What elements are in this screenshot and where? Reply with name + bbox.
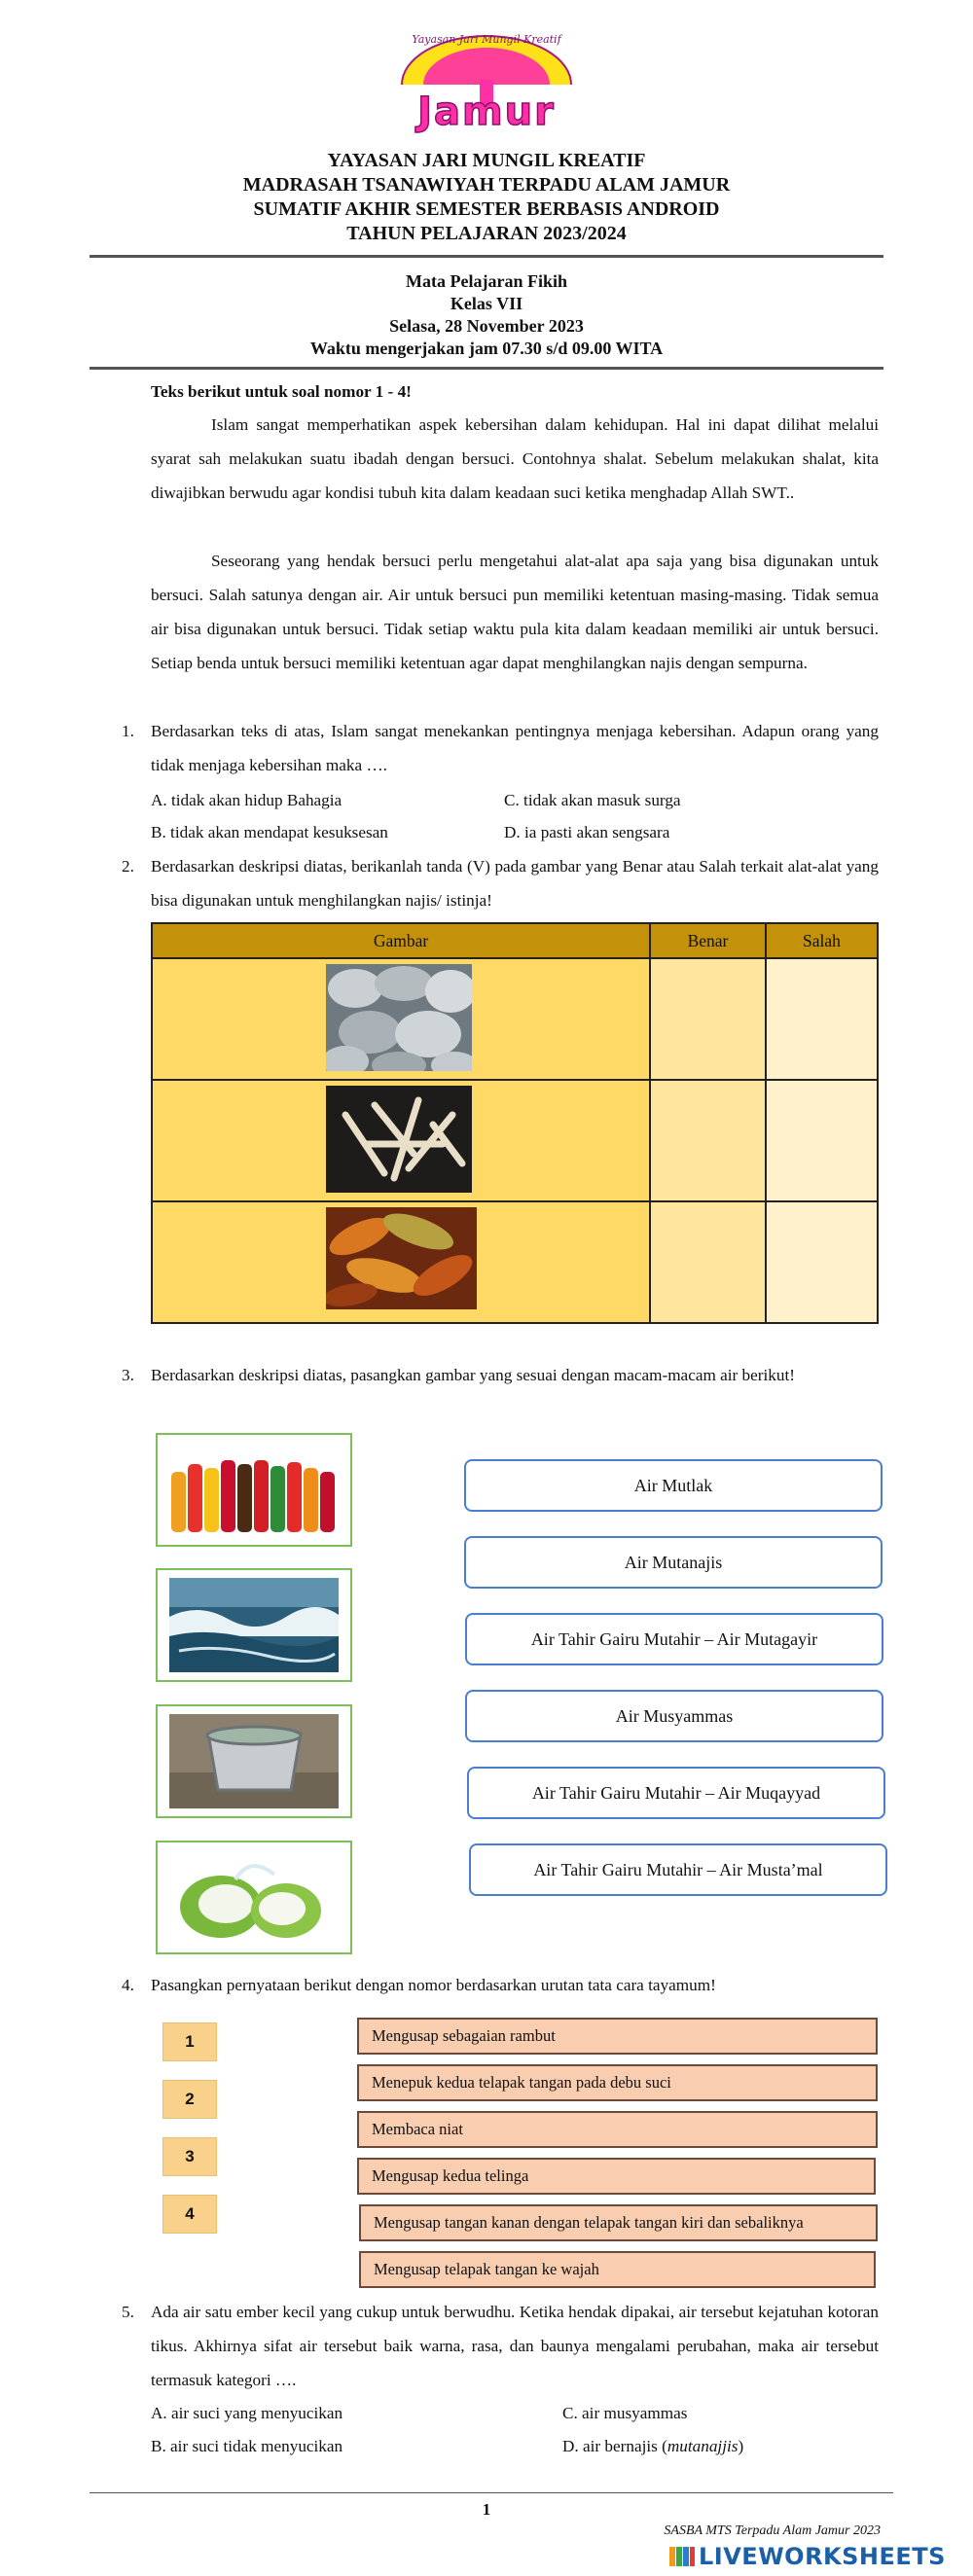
q4-number-box-4[interactable]: 4 [162,2195,217,2234]
academic-year: TAHUN PELAJARAN 2023/2024 [346,223,627,244]
q4-statement-6[interactable]: Mengusap telapak tangan ke wajah [359,2251,876,2288]
q2-row3-benar[interactable] [650,1201,766,1323]
q2-row3-salah[interactable] [766,1201,878,1323]
grade: Kelas VII [450,294,523,313]
exam-date: Selasa, 28 November 2023 [389,316,584,336]
q2-table [151,922,879,1324]
q5-option-d-suffix: ) [738,2437,744,2455]
school-logo [384,31,589,143]
q3-image-4[interactable] [156,1841,352,1954]
soft-drinks-image [167,1443,341,1537]
q1-option-c[interactable]: C. tidak akan masuk surga [504,791,681,809]
q5-option-d-prefix: D. air bernajis ( [562,2437,667,2455]
q3-option-2[interactable]: Air Mutanajis [464,1536,883,1589]
q1-option-b[interactable]: B. tidak akan mendapat kesuksesan [151,823,388,841]
logo-word: Jamur [417,89,556,134]
reading-paragraph-1: Islam sangat memperhatikan aspek kebersihan dalam kehidupan. Hal ini dapat dilihat melalui syarat sah melakukan suatu ibadah dengan bersuci. Contohnya shalat. Sebelum melakukan shalat, kita diwajibkan berwudu agar kondisi tubuh kita dalam keadaan suci ketika menghadap Allah SWT.. [151,415,879,502]
q2-text: Berdasarkan deskripsi diatas, berikanlah tanda (V) pada gambar yang Benar atau Salah terkait alat-alat yang bisa digunakan untuk menghilangkan najis/ istinja! [151,857,879,910]
q4-number-box-2[interactable]: 2 [162,2080,217,2119]
q3-option-5[interactable]: Air Tahir Gairu Mutahir – Air Muqayyad [467,1767,885,1819]
q3-number: 3. [122,1366,134,1384]
header-divider [90,255,883,258]
brand-text: LIVEWORKSHEETS [699,2543,946,2570]
info-divider [90,367,883,370]
q5-option-d-italic: mutanajjis [667,2437,739,2455]
q3-image-2[interactable] [156,1568,352,1682]
liveworksheets-logo-icon [669,2545,695,2568]
stones-image [326,964,472,1071]
q1-option-a[interactable]: A. tidak akan hidup Bahagia [151,791,342,809]
q3-option-6[interactable]: Air Tahir Gairu Mutahir – Air Musta’mal [469,1843,887,1896]
subject: Mata Pelajaran Fikih [406,271,567,291]
reading-paragraph-2: Seseorang yang hendak bersuci perlu mengetahui alat-alat apa saja yang bisa digunakan untuk bersuci. Salah satunya dengan air. Air untuk bersuci pun memiliki ketentuan masing-masing. Tidak semua air bisa digunakan untuk bersuci. Tidak setiap waktu pula kita dalam keadaan memiliki air untuk bersuci. Setiap benda untuk bersuci memiliki ketentuan agar dapat menghilangkan najis dengan sempurna. [151,552,879,672]
q2-row1-salah[interactable] [766,958,878,1080]
q2-row1-benar[interactable] [650,958,766,1080]
col-benar: Benar [650,923,766,958]
leaves-image [326,1207,477,1309]
exam-title: SUMATIF AKHIR SEMESTER BERBASIS ANDROID [253,198,720,220]
col-salah: Salah [766,923,878,958]
sea-waves-image [169,1578,339,1672]
q1-text: Berdasarkan teks di atas, Islam sangat menekankan pentingnya menjaga kebersihan. Adapun orang yang tidak menjaga kebersihan maka …. [151,722,879,774]
q5-option-d[interactable] [562,2437,743,2456]
page-number: 1 [482,2500,491,2519]
q5-option-c[interactable]: C. air musyammas [562,2404,688,2422]
footer-note: SASBA MTS Terpadu Alam Jamur 2023 [664,2523,881,2538]
q5-text: Ada air satu ember kecil yang cukup untuk berwudhu. Ketika hendak dipakai, air tersebut kejatuhan kotoran tikus. Akhirnya sifat air tersebut baik warna, rasa, dan baunya mengalami perubahan, maka air tersebut termasuk kategori …. [151,2303,879,2389]
q4-statement-3[interactable]: Membaca niat [357,2111,878,2148]
q1-option-d[interactable]: D. ia pasti akan sengsara [504,823,670,841]
q4-number-box-1[interactable]: 1 [162,2022,217,2061]
exam-time: Waktu mengerjakan jam 07.30 s/d 09.00 WITA [309,339,664,358]
q5-option-a[interactable]: A. air suci yang menyucikan [151,2404,343,2422]
q3-text: Berdasarkan deskripsi diatas, pasangkan gambar yang sesuai dengan macam-macam air berikut! [151,1366,795,1384]
foundation-name: YAYASAN JARI MUNGIL KREATIF [327,150,646,171]
q5-option-b[interactable]: B. air suci tidak menyucikan [151,2437,343,2455]
table-row [152,1080,878,1201]
q3-option-4[interactable]: Air Musyammas [465,1690,883,1742]
logo-caption: Yayasan Jari Mungil Kreatif [412,33,561,46]
q4-statement-2[interactable]: Menepuk kedua telapak tangan pada debu suci [357,2064,878,2101]
coconut-water-image [167,1850,341,1945]
q4-statement-5[interactable]: Mengusap tangan kanan dengan telapak tangan kiri dan sebaliknya [359,2204,878,2241]
q4-statement-4[interactable]: Mengusap kedua telinga [357,2158,876,2195]
q2-row2-benar[interactable] [650,1080,766,1201]
school-name: MADRASAH TSANAWIYAH TERPADU ALAM JAMUR [242,174,731,196]
col-gambar: Gambar [152,923,650,958]
q3-option-1[interactable]: Air Mutlak [464,1459,883,1512]
q2-row2-salah[interactable] [766,1080,878,1201]
bones-image [326,1086,472,1193]
q4-number-box-3[interactable]: 3 [162,2137,217,2176]
reading-title: Teks berikut untuk soal nomor 1 - 4! [151,382,412,401]
q1-number: 1. [122,722,134,740]
footer-divider [90,2492,893,2493]
liveworksheets-brand[interactable] [669,2542,961,2571]
q3-image-1[interactable] [156,1433,352,1547]
q3-option-3[interactable]: Air Tahir Gairu Mutahir – Air Mutagayir [465,1613,883,1665]
q2-number: 2. [122,857,134,876]
table-row [152,958,878,1080]
q3-image-3[interactable] [156,1704,352,1818]
q4-text: Pasangkan pernyataan berikut dengan nomor berdasarkan urutan tata cara tayamum! [151,1976,716,1994]
q5-number: 5. [122,2303,134,2321]
table-row [152,1201,878,1323]
q4-number: 4. [122,1976,134,1994]
bucket-water-image [169,1714,339,1808]
q4-statement-1[interactable]: Mengusap sebagaian rambut [357,2018,878,2055]
